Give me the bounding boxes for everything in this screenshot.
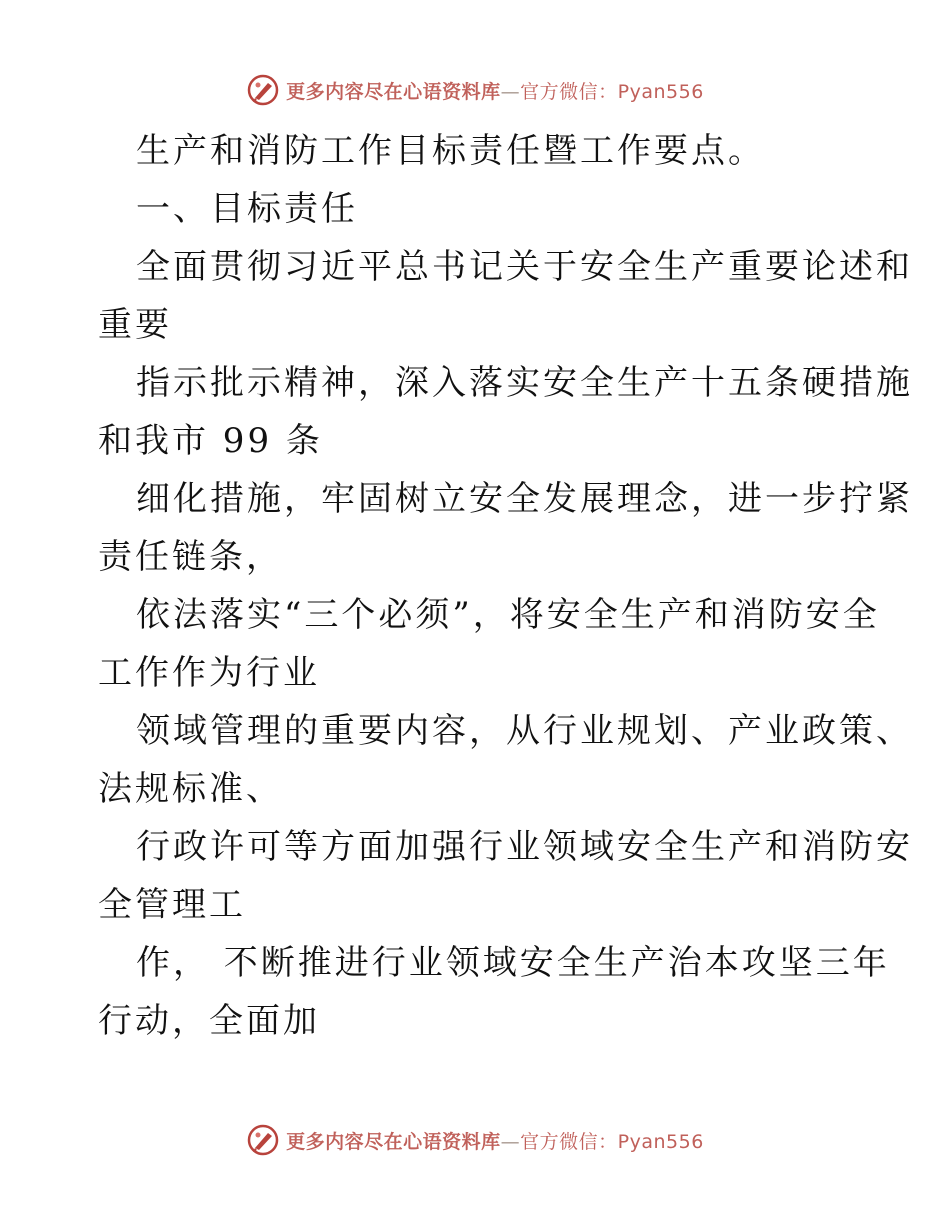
text-line: 全面贯彻习近平总书记关于安全生产重要论述和 bbox=[136, 247, 913, 287]
text-line: 法规标准、 bbox=[98, 769, 283, 809]
text-line: 生产和消防工作目标责任暨工作要点。 bbox=[136, 131, 765, 171]
pen-logo-icon bbox=[246, 73, 280, 107]
text-line: 行政许可等方面加强行业领域安全生产和消防安 bbox=[136, 827, 913, 867]
watermark-main: 更多内容尽在心语资料库 bbox=[286, 1130, 501, 1153]
text-line: 一、目标责任 bbox=[136, 189, 358, 229]
text-line: 重要 bbox=[98, 305, 172, 345]
text-line: 和我市 99 条 bbox=[98, 421, 323, 461]
text-line: 责任链条， bbox=[98, 537, 283, 577]
text-line: 全管理工 bbox=[98, 885, 246, 925]
text-line: 行动，全面加 bbox=[98, 1001, 320, 1041]
watermark-separator: — bbox=[500, 80, 521, 103]
text-line: 作， 不断推进行业领域安全生产治本攻坚三年 bbox=[136, 943, 890, 983]
document-body bbox=[98, 122, 913, 1050]
watermark-account: 官方微信：Pyan556 bbox=[520, 1130, 704, 1153]
watermark-text bbox=[286, 77, 704, 104]
watermark-text bbox=[286, 1127, 704, 1154]
text-line: 指示批示精神，深入落实安全生产十五条硬措施 bbox=[136, 363, 913, 403]
header-watermark bbox=[0, 70, 950, 110]
text-line: 细化措施，牢固树立安全发展理念，进一步拧紧 bbox=[136, 479, 913, 519]
watermark-main: 更多内容尽在心语资料库 bbox=[286, 80, 501, 103]
footer-watermark bbox=[0, 1120, 950, 1160]
watermark-separator: — bbox=[500, 1130, 521, 1153]
text-line: 工作作为行业 bbox=[98, 653, 320, 693]
text-line: 依法落实“三个必须”，将安全生产和消防安全 bbox=[136, 595, 880, 635]
text-line: 领域管理的重要内容，从行业规划、产业政策、 bbox=[136, 711, 913, 751]
pen-logo-icon bbox=[246, 1123, 280, 1157]
watermark-account: 官方微信：Pyan556 bbox=[520, 80, 704, 103]
